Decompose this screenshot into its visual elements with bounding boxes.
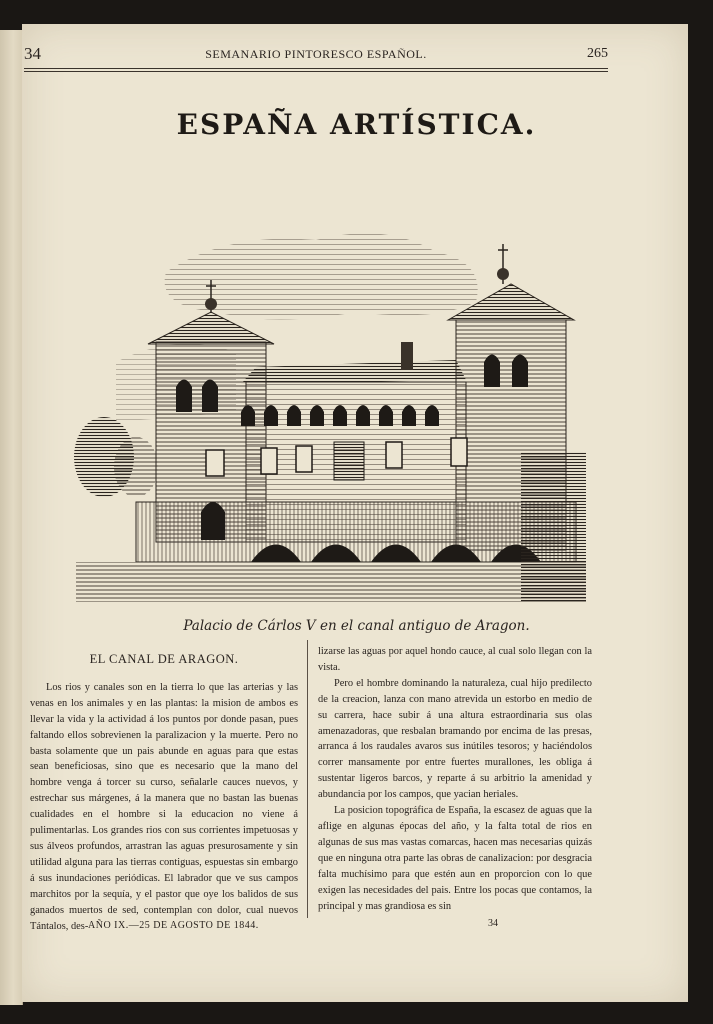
header-rule	[24, 68, 608, 69]
publication-title: SEMANARIO PINTORESCO ESPAÑOL.	[205, 47, 427, 61]
illustration-caption: Palacio de Cárlos V en el canal antiguo de Aragon.	[183, 618, 530, 634]
article-column-right	[318, 644, 592, 914]
article-paragraph: La posicion topográfica de España, la escasez de aguas que la aflige en algunas épocas del año, y la falta total de rios en algunas de sus mas vastas comarcas, hacen mas necesarias quizás que en ninguna otra parte las obras de canalizacion: por desgracia falta muchísimo para que estén aun en proporcion con lo que exigen las necesidades del pais. Entre los pocas que contamos, la principal y mas grandiosa es sin	[318, 805, 592, 912]
footer-date: AÑO IX.—25 DE AGOSTO DE 1844.	[88, 920, 259, 931]
article-column-left	[30, 646, 298, 934]
running-header	[24, 44, 608, 66]
previous-page-edge	[0, 30, 23, 1005]
palace-engraving-icon	[56, 212, 586, 612]
section-title: ESPAÑA ARTÍSTICA.	[176, 108, 537, 141]
article-paragraph: Los rios y canales son en la tierra lo que las arterias y las venas en los animales y en las plantas: la mision de ambos es llevar la vida y la actividad á los puntos por donde pasan, pues faltando ellos sobrevienen la paralizacion y la muerte. Pero no basta solamente que un pais abunde en aguas para que estas sean beneficiosas, sino que es necesario que la mano del hombre venga á torcer su curso, señalarle cauces nuevos, y estrechar sus márgenes, á la manera que no bastan las buenas cualidades en el hombre si la educacion no viene á pulimentarlas. Los grandes rios con sus corrientes impetuosas y sus álveos profundos, arrastran las aguas presurosamente y sin utilidad alguna para las tierras contiguas, espuestas sin embargo á sus inundaciones periódicas. El labrador que ve sus campos marchitos por la sequía, y el pastor que oye los balidos de sus ganados muertos de sed, contemplan con dolor, cual nuevos Tántalos, des-	[30, 681, 298, 932]
footer-sheet-number: 34	[488, 918, 498, 929]
article-title: EL CANAL DE ARAGON.	[89, 652, 239, 666]
article-paragraph: Pero el hombre dominando la naturaleza, cual hijo predilecto de la creacion, lanza con mano atrevida un estorbo en medio de su carrera, hace subir á una altura estraordinaria sus olas amenazadoras, que resbalan bramando por encima de las presas, arranca á los raudales avaros sus inútiles tesoros; y haciéndolos correr mansamente por entre fuertes murallones, les obliga á sustentar ligeros barcos, y reparte á su arbitrio la amenidad y abundancia por los campos, que yacian heriales.	[318, 677, 592, 801]
page-number: 265	[587, 46, 608, 61]
article-paragraph: lizarse las aguas por aquel hondo cauce, al cual solo llegan con la vista.	[318, 646, 592, 673]
header-rule-thin	[24, 71, 608, 72]
issue-number: 34	[24, 44, 41, 63]
column-divider	[307, 640, 308, 918]
